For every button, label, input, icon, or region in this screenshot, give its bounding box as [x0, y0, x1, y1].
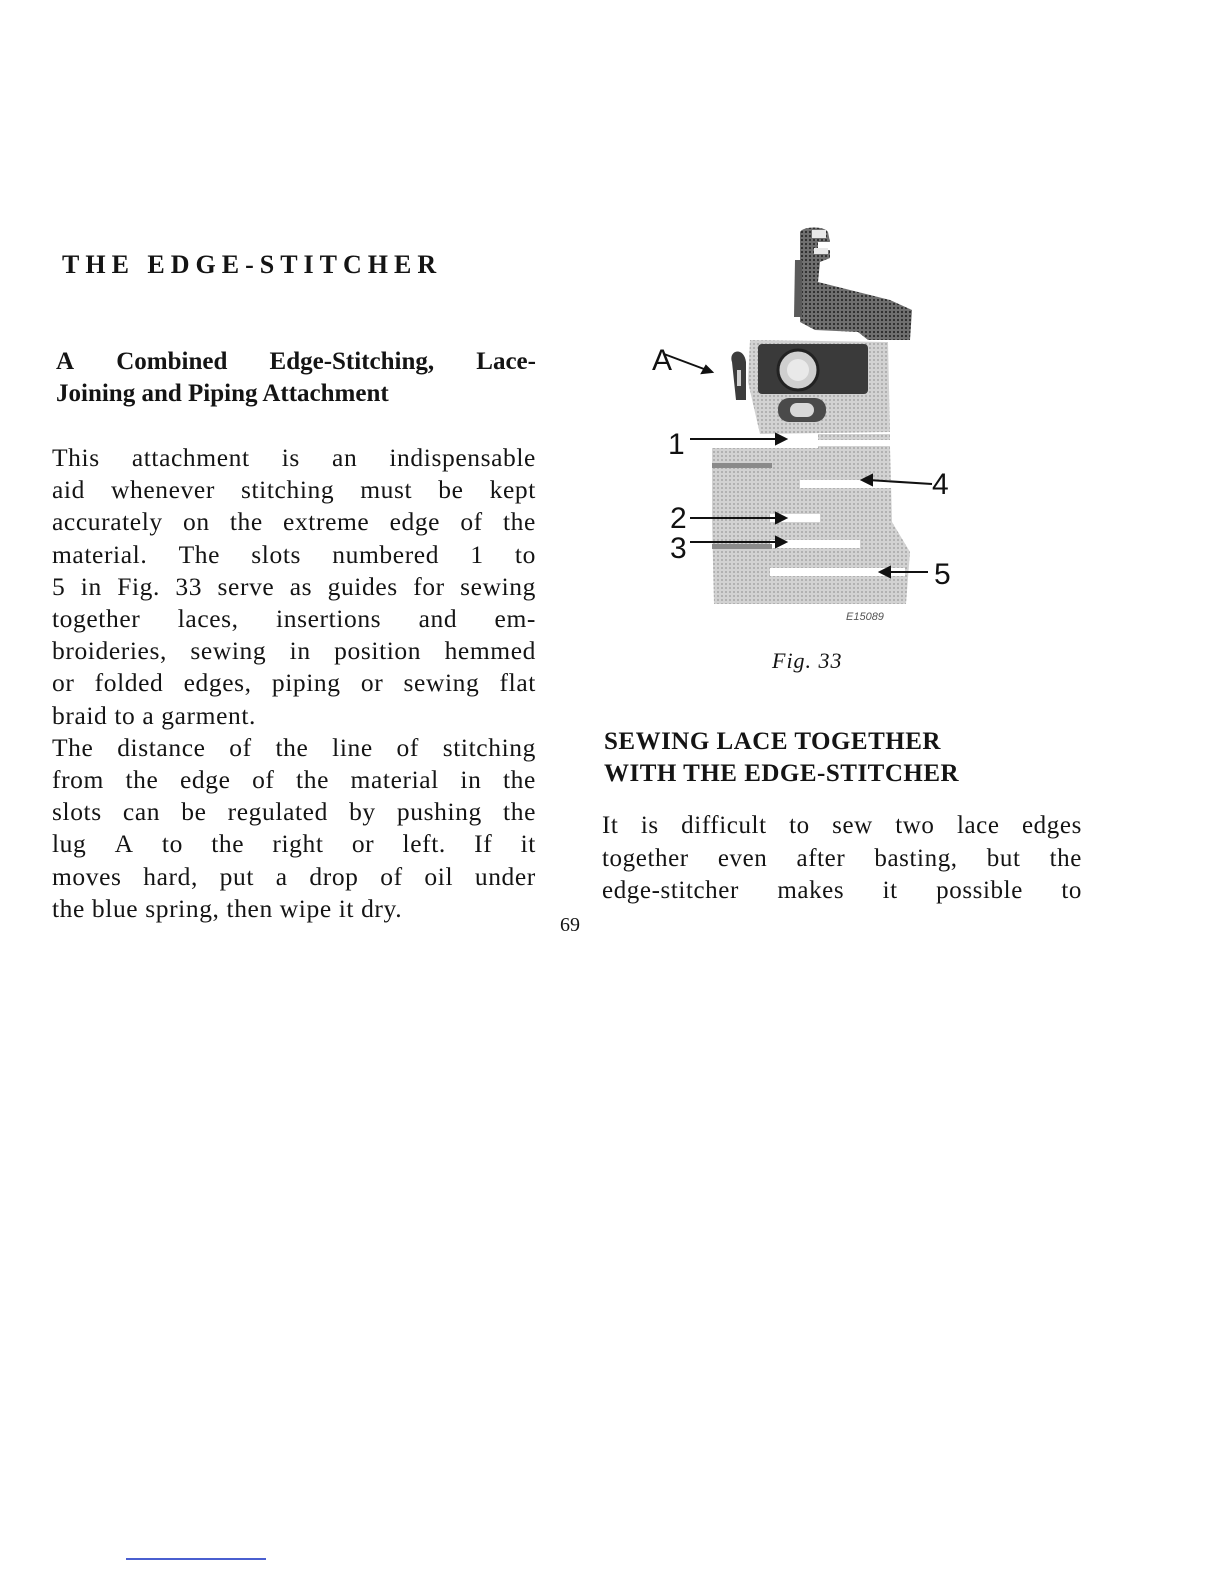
text-line: braid to a garment.: [52, 700, 256, 730]
text-line: 5 in Fig. 33 serve as guides for sewing: [52, 571, 536, 601]
text-line: It is difficult to sew two lace edges: [602, 812, 1082, 839]
text-line: lug A to the right or left. If it: [52, 829, 536, 859]
subtitle-line-1: [56, 346, 536, 378]
text-line: slots can be regulated by pushing the: [52, 797, 536, 827]
left-body-text: [52, 442, 536, 925]
label-2: 2: [670, 502, 687, 535]
label-1: 1: [668, 428, 685, 461]
text-line: broideries, sewing in position hemmed: [52, 636, 536, 666]
text-line: material. The slots numbered 1 to: [52, 539, 536, 569]
label-5: 5: [934, 558, 951, 591]
right-body-text: [602, 810, 1082, 908]
figure-serial: E15089: [846, 611, 884, 623]
heading-line: SEWING LACE TOGETHER: [604, 728, 941, 755]
subtitle-word: Edge-Stitching,: [269, 348, 435, 375]
figure-caption: Fig. 33: [772, 648, 843, 673]
subtitle-word: Combined: [116, 348, 228, 375]
text-line: aid whenever stitching must be kept: [52, 475, 536, 505]
label-3: 3: [670, 532, 687, 565]
page-number: 69: [560, 914, 580, 936]
text-line: edge-stitcher makes it possible to: [602, 877, 1082, 904]
text-line: the blue spring, then wipe it dry.: [52, 893, 403, 923]
label-4: 4: [932, 468, 949, 501]
text-line: or folded edges, piping or sewing flat: [52, 668, 536, 698]
section-heading: [604, 726, 1084, 790]
edge-stitcher-illustration: [640, 222, 970, 632]
text-line: This attachment is an indispensable: [52, 443, 536, 472]
text-line: accurately on the extreme edge of the: [52, 507, 536, 537]
subtitle-word: Lace-: [476, 348, 536, 375]
subtitle-line-2: Joining and Piping Attachment: [56, 380, 389, 407]
section-subtitle: [56, 346, 536, 410]
footer-rule: [126, 1558, 266, 1560]
text-line: The distance of the line of stitching: [52, 732, 536, 762]
text-line: moves hard, put a drop of oil under: [52, 861, 536, 891]
subtitle-word: A: [56, 348, 75, 375]
text-line: from the edge of the material in the: [52, 765, 536, 795]
text-line: together laces, insertions and em-: [52, 604, 536, 634]
text-line: together even after basting, but the: [602, 844, 1082, 872]
label-a: A: [652, 344, 673, 377]
heading-line: WITH THE EDGE-STITCHER: [604, 760, 960, 787]
page-title: THE EDGE-STITCHER: [62, 250, 443, 279]
